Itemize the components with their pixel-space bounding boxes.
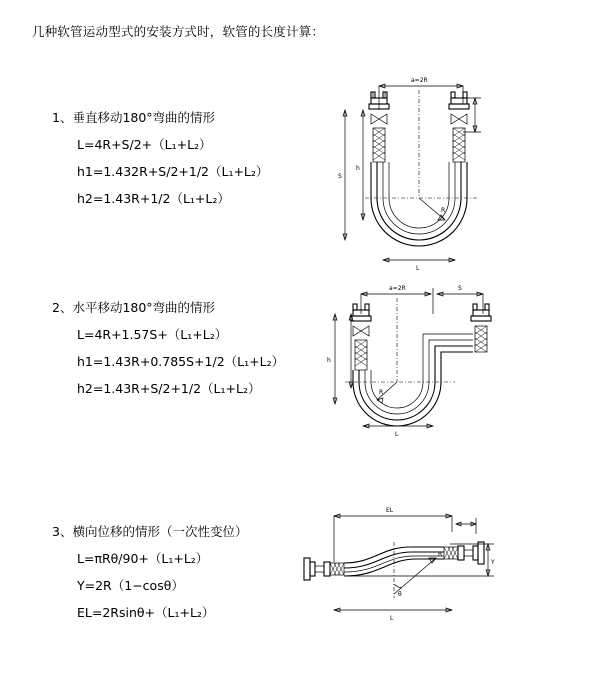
- formula-line: L=4R+1.57S+（L₁+L₂）: [77, 327, 228, 342]
- formula-line: h1=1.432R+S/2+1/2（L₁+L₂）: [77, 164, 269, 179]
- svg-text:EL: EL: [386, 507, 394, 514]
- formula-line: h2=1.43R+S/2+1/2（L₁+L₂）: [77, 381, 261, 396]
- svg-text:θ: θ: [398, 591, 402, 598]
- formula-line: L=πRθ/90+（L₁+L₂）: [77, 551, 209, 566]
- svg-text:S: S: [458, 285, 462, 292]
- formula-line: EL=2Rsinθ+（L₁+L₂）: [77, 605, 215, 620]
- svg-text:h: h: [356, 165, 360, 172]
- svg-text:R: R: [441, 207, 446, 214]
- formula-line: h1=1.43R+0.785S+1/2（L₁+L₂）: [77, 354, 285, 369]
- section-title-2: 2、水平移动180°弯曲的情形: [52, 300, 216, 315]
- svg-text:L: L: [416, 265, 420, 272]
- section-title-3: 3、横向位移的情形（一次性变位）: [52, 524, 248, 539]
- section-title-1: 1、垂直移动180°弯曲的情形: [52, 110, 216, 125]
- page-title: 几种软管运动型式的安装方式时，软管的长度计算：: [32, 24, 325, 39]
- svg-text:R: R: [438, 551, 443, 558]
- svg-text:a=2R: a=2R: [411, 77, 428, 84]
- figure-lateral-offset: [290, 498, 500, 638]
- svg-text:S: S: [338, 173, 342, 180]
- formula-line: h2=1.43R+1/2（L₁+L₂）: [77, 191, 230, 206]
- svg-text:h: h: [327, 357, 331, 364]
- svg-text:R: R: [379, 389, 384, 396]
- formula-block-2: [52, 298, 302, 406]
- figure-vertical-180: [305, 70, 495, 280]
- formula-block-1: [52, 108, 302, 216]
- figure-horizontal-180: [305, 276, 500, 456]
- svg-text:L: L: [395, 431, 399, 438]
- formula-line: Y=2R（1−cosθ）: [77, 578, 184, 593]
- svg-text:L: L: [390, 615, 394, 622]
- svg-text:Y: Y: [491, 559, 495, 566]
- svg-text:a=2R: a=2R: [389, 285, 406, 292]
- formula-line: L=4R+S/2+（L₁+L₂）: [77, 137, 212, 152]
- formula-block-3: [52, 522, 302, 630]
